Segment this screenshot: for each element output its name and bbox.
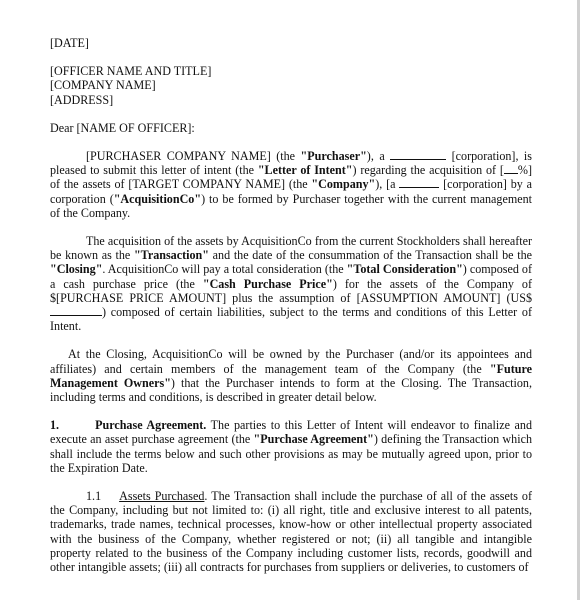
- paragraph-transaction: The acquisition of the assets by AcquisitionCo from the current Stockholders shall hereafter be known as the "Transaction" and the date of the consummation of the Transaction shall be the "Closing". AcquisitionCo will pay a total consideration (the "Total Consideration") composed of a cash purchase price (the "Cash Purchase Price") for the assets of the Company of $[PURCHASE PRICE AMOUNT] plus the assumption of [ASSUMPTION AMOUNT] (US$) composed of certain liabilities, subject to the terms and conditions of this Letter of Intent.: [50, 234, 533, 334]
- address-line: [ADDRESS]: [50, 92, 114, 107]
- blank-line: [504, 163, 518, 174]
- blank-line: [50, 305, 102, 316]
- address-block: [50, 64, 532, 107]
- letter-body: [50, 36, 532, 574]
- section-heading: Purchase Agreement.: [95, 418, 207, 433]
- salutation: Dear [NAME OF OFFICER]:: [50, 120, 195, 135]
- date-line: [DATE]: [50, 36, 89, 50]
- paragraph-closing: At the Closing, AcquisitionCo will be owned by the Purchaser (and/or its appointees and affiliates) and certain members of the management team of the Company (the "Future Management Owners") that the Purchaser intends to form at the Closing. The Transaction, including terms and conditions, is described in greater detail below.: [50, 347, 533, 405]
- officer-line: [OFFICER NAME AND TITLE]: [50, 64, 212, 79]
- section-heading: Assets Purchased: [119, 489, 205, 504]
- section-number: 1.1: [86, 489, 102, 504]
- section-1-purchase-agreement: 1. Purchase Agreement. The parties to this Letter of Intent will endeavor to finalize and execute an asset purchase agreement (the "Purchase Agreement") defining the Transaction which shall include the terms below and such other provisions as may be mutually agreed upon, prior to the Expiration Date.: [50, 418, 532, 475]
- paragraph-intro: [PURCHASER COMPANY NAME] (the "Purchaser"), a [corporation], is pleased to submit this letter of intent (the "Letter of Intent") regarding the acquisition of [ %] of the assets of [TARGET COMPANY NAME] (the "Company"), [a [corporation] by a corporation ("AcquisitionCo") to be formed by Purchaser together with the current management of the Company.: [50, 149, 533, 220]
- company-line: [COMPANY NAME]: [50, 78, 156, 93]
- blank-line: [399, 177, 439, 188]
- section-1-1-assets-purchased: 1.1 Assets Purchased. The Transaction shall include the purchase of all of the assets of the Company, including but not limited to: (i) all right, title and exclusive interest to all patents, trademarks, trade names, technical processes, know-how or other intellectual property associated with the business of the Company, whether registered or not; (ii) all tangible and intangible property related to the business of the Company including customer lists, records, goodwill and other intangible assets; (iii) all contracts for purchases from suppliers or deliveries, to customers of: [50, 489, 532, 575]
- section-number: 1.: [50, 418, 60, 433]
- blank-line: [390, 149, 446, 160]
